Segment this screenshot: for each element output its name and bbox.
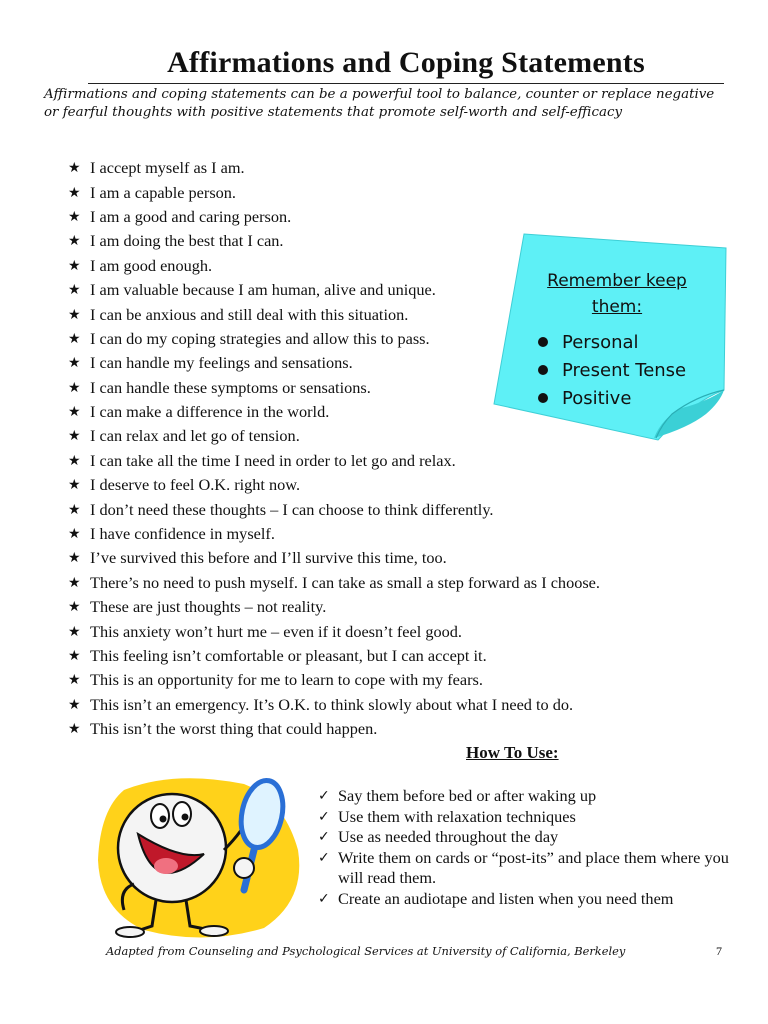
star-icon: ★	[68, 428, 81, 445]
star-icon: ★	[68, 526, 81, 543]
affirmation-text: I can relax and let go of tension.	[90, 426, 300, 446]
affirmation-text: This feeling isn’t comfortable or pleasant, but I can accept it.	[90, 646, 487, 665]
affirmation-text: I accept myself as I am.	[90, 158, 245, 178]
affirmation-text: I’ve survived this before and I’ll survive this time, too.	[90, 548, 447, 568]
how-to-item	[318, 786, 738, 807]
list-item	[68, 571, 600, 595]
how-to-item	[318, 827, 738, 848]
star-icon: ★	[68, 501, 81, 518]
note-item	[532, 356, 722, 384]
affirmation-text: These are just thoughts – not reality.	[90, 597, 327, 617]
bullet-icon	[538, 393, 548, 403]
affirmation-text: I am a capable person.	[90, 182, 237, 202]
star-icon: ★	[68, 599, 81, 616]
note-title: Remember keep them:	[547, 271, 687, 317]
affirmation-text: I have confidence in myself.	[90, 524, 275, 544]
list-item	[68, 644, 600, 668]
list-item	[68, 693, 600, 717]
how-to-list	[318, 786, 738, 909]
checkmark-icon: ✓	[318, 849, 330, 866]
star-icon: ★	[68, 550, 81, 567]
title-underline	[88, 83, 724, 84]
list-item	[68, 473, 600, 497]
affirmation-text: This isn’t the worst thing that could happen.	[90, 719, 378, 739]
bullet-icon	[538, 337, 548, 347]
checkmark-icon: ✓	[318, 788, 330, 804]
note-item-text: Present Tense	[562, 359, 687, 381]
checkmark-icon: ✓	[318, 890, 330, 907]
star-icon: ★	[68, 404, 81, 421]
footer-credit: Adapted from Counseling and Psychological Services at University of California, Berkeley	[106, 944, 626, 958]
bullet-icon	[538, 365, 548, 375]
how-to-text: Say them before bed or after waking up	[338, 786, 597, 805]
list-item	[68, 717, 600, 741]
list-item	[68, 497, 600, 521]
affirmation-text: I am a good and caring person.	[90, 206, 292, 226]
star-icon: ★	[68, 648, 81, 664]
how-to-item	[318, 848, 738, 889]
list-item	[68, 449, 600, 473]
list-item	[68, 668, 600, 692]
affirmation-text: I am good enough.	[90, 255, 213, 275]
list-item	[68, 595, 600, 619]
page-title: Affirmations and Coping Statements	[167, 46, 645, 79]
star-icon: ★	[68, 160, 81, 177]
how-to-item	[318, 889, 738, 910]
star-icon: ★	[68, 672, 81, 689]
star-icon: ★	[68, 452, 81, 469]
star-icon: ★	[68, 257, 81, 274]
affirmation-text: I can handle my feelings and sensations.	[90, 353, 353, 373]
affirmation-text: I deserve to feel O.K. right now.	[90, 475, 301, 495]
note-item-text: Personal	[562, 331, 639, 353]
affirmation-text: There’s no need to push myself. I can take as small a step forward as I choose.	[90, 572, 600, 592]
how-to-item	[318, 807, 738, 828]
note-item	[532, 328, 722, 356]
intro-paragraph: Affirmations and coping statements can be a powerful tool to balance, counter or replace negative or fearful thoughts with positive statements that promote self-worth and self-efficacy	[44, 87, 715, 120]
checkmark-icon: ✓	[318, 829, 330, 845]
affirmation-text: I can do my coping strategies and allow this to pass.	[90, 328, 430, 348]
checkmark-icon: ✓	[318, 808, 330, 825]
how-to-title: How To Use:	[466, 743, 559, 762]
page-number: 7	[716, 944, 722, 958]
list-item	[68, 619, 600, 643]
affirmation-text: I am valuable because I am human, alive and unique.	[90, 280, 436, 300]
list-item	[68, 180, 600, 204]
star-icon: ★	[68, 379, 81, 396]
list-item	[68, 522, 600, 546]
affirmation-text: This anxiety won’t hurt me – even if it doesn’t feel good.	[90, 621, 462, 641]
star-icon: ★	[68, 208, 81, 225]
affirmation-text: This is an opportunity for me to learn to cope with my fears.	[90, 670, 483, 690]
sticky-note	[492, 232, 736, 442]
star-icon: ★	[68, 721, 81, 738]
list-item	[68, 546, 600, 570]
star-icon: ★	[68, 282, 81, 299]
how-to-text: Write them on cards or “post-its” and place them where you will read them.	[338, 847, 729, 887]
star-icon: ★	[68, 233, 81, 250]
affirmation-text: I can make a difference in the world.	[90, 402, 330, 422]
affirmation-text: I don’t need these thoughts – I can choose to think differently.	[90, 499, 494, 519]
star-icon: ★	[68, 355, 81, 372]
star-icon: ★	[68, 696, 81, 713]
affirmation-text: I am doing the best that I can.	[90, 231, 284, 251]
star-icon: ★	[68, 330, 81, 347]
star-icon: ★	[68, 306, 81, 323]
affirmation-text: I can take all the time I need in order to let go and relax.	[90, 450, 456, 470]
list-item	[68, 205, 600, 229]
note-item	[532, 384, 722, 412]
how-to-text: Create an audiotape and listen when you need them	[338, 888, 674, 908]
note-item-text: Positive	[562, 387, 632, 409]
star-icon: ★	[68, 477, 81, 494]
how-to-text: Use as needed throughout the day	[338, 827, 559, 846]
how-to-text: Use them with relaxation techniques	[338, 806, 576, 826]
affirmation-text: This isn’t an emergency. It’s O.K. to think slowly about what I need to do.	[90, 694, 574, 714]
star-icon: ★	[68, 184, 81, 201]
star-icon: ★	[68, 574, 81, 591]
affirmation-text: I can handle these symptoms or sensations.	[90, 377, 371, 397]
star-icon: ★	[68, 623, 81, 640]
affirmation-text: I can be anxious and still deal with this situation.	[90, 304, 409, 324]
mirror-character-illustration	[94, 770, 308, 940]
list-item	[68, 156, 600, 180]
